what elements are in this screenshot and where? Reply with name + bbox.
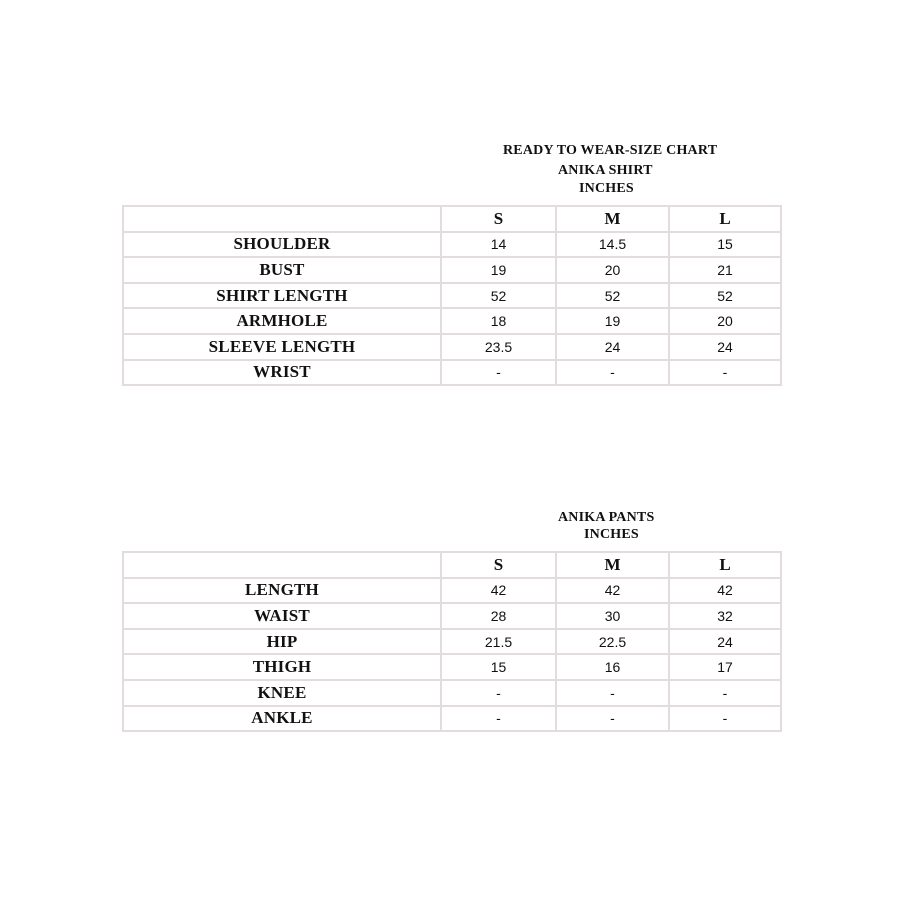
value-cell: - xyxy=(441,706,556,732)
row-label: ANKLE xyxy=(123,706,441,732)
value-cell: 42 xyxy=(669,578,781,604)
value-cell: 17 xyxy=(669,654,781,680)
value-cell: - xyxy=(441,360,556,386)
row-label: SHIRT LENGTH xyxy=(123,283,441,309)
size-header-l: L xyxy=(669,206,781,232)
table-header-row xyxy=(123,206,781,232)
row-label: KNEE xyxy=(123,680,441,706)
value-cell: 15 xyxy=(441,654,556,680)
table-row xyxy=(123,603,781,629)
table-row xyxy=(123,360,781,386)
value-cell: 23.5 xyxy=(441,334,556,360)
size-header-s: S xyxy=(441,206,556,232)
table-row xyxy=(123,680,781,706)
table-row xyxy=(123,232,781,258)
size-header-m: M xyxy=(556,552,669,578)
value-cell: 16 xyxy=(556,654,669,680)
row-label: LENGTH xyxy=(123,578,441,604)
value-cell: - xyxy=(556,680,669,706)
row-label: WRIST xyxy=(123,360,441,386)
value-cell: 19 xyxy=(556,308,669,334)
value-cell: 15 xyxy=(669,232,781,258)
value-cell: - xyxy=(556,706,669,732)
value-cell: 14 xyxy=(441,232,556,258)
value-cell: 14.5 xyxy=(556,232,669,258)
size-header-m: M xyxy=(556,206,669,232)
value-cell: 42 xyxy=(441,578,556,604)
value-cell: 52 xyxy=(441,283,556,309)
header-blank-cell xyxy=(123,552,441,578)
size-chart-heading: READY TO WEAR-SIZE CHART xyxy=(503,143,718,158)
value-cell: - xyxy=(556,360,669,386)
table-row xyxy=(123,706,781,732)
header-blank-cell xyxy=(123,206,441,232)
value-cell: 20 xyxy=(556,257,669,283)
value-cell: 18 xyxy=(441,308,556,334)
value-cell: 21.5 xyxy=(441,629,556,655)
pants-size-table xyxy=(122,551,782,732)
value-cell: - xyxy=(441,680,556,706)
size-header-s: S xyxy=(441,552,556,578)
size-header-l: L xyxy=(669,552,781,578)
table-row xyxy=(123,629,781,655)
row-label: SLEEVE LENGTH xyxy=(123,334,441,360)
value-cell: 42 xyxy=(556,578,669,604)
value-cell: 22.5 xyxy=(556,629,669,655)
value-cell: 19 xyxy=(441,257,556,283)
pants-unit-label: INCHES xyxy=(584,527,639,542)
pants-product-title: ANIKA PANTS xyxy=(558,510,655,525)
table-row xyxy=(123,334,781,360)
row-label: ARMHOLE xyxy=(123,308,441,334)
value-cell: - xyxy=(669,680,781,706)
value-cell: 24 xyxy=(669,334,781,360)
value-cell: 30 xyxy=(556,603,669,629)
row-label: THIGH xyxy=(123,654,441,680)
shirt-unit-label: INCHES xyxy=(579,181,634,196)
row-label: HIP xyxy=(123,629,441,655)
table-row xyxy=(123,308,781,334)
value-cell: - xyxy=(669,360,781,386)
value-cell: 24 xyxy=(556,334,669,360)
value-cell: 52 xyxy=(556,283,669,309)
value-cell: 21 xyxy=(669,257,781,283)
table-row xyxy=(123,578,781,604)
value-cell: 24 xyxy=(669,629,781,655)
shirt-product-title: ANIKA SHIRT xyxy=(558,163,653,178)
value-cell: 32 xyxy=(669,603,781,629)
row-label: SHOULDER xyxy=(123,232,441,258)
value-cell: - xyxy=(669,706,781,732)
row-label: BUST xyxy=(123,257,441,283)
value-cell: 20 xyxy=(669,308,781,334)
row-label: WAIST xyxy=(123,603,441,629)
table-row xyxy=(123,654,781,680)
value-cell: 52 xyxy=(669,283,781,309)
table-header-row xyxy=(123,552,781,578)
table-row xyxy=(123,283,781,309)
value-cell: 28 xyxy=(441,603,556,629)
shirt-size-table xyxy=(122,205,782,386)
table-row xyxy=(123,257,781,283)
